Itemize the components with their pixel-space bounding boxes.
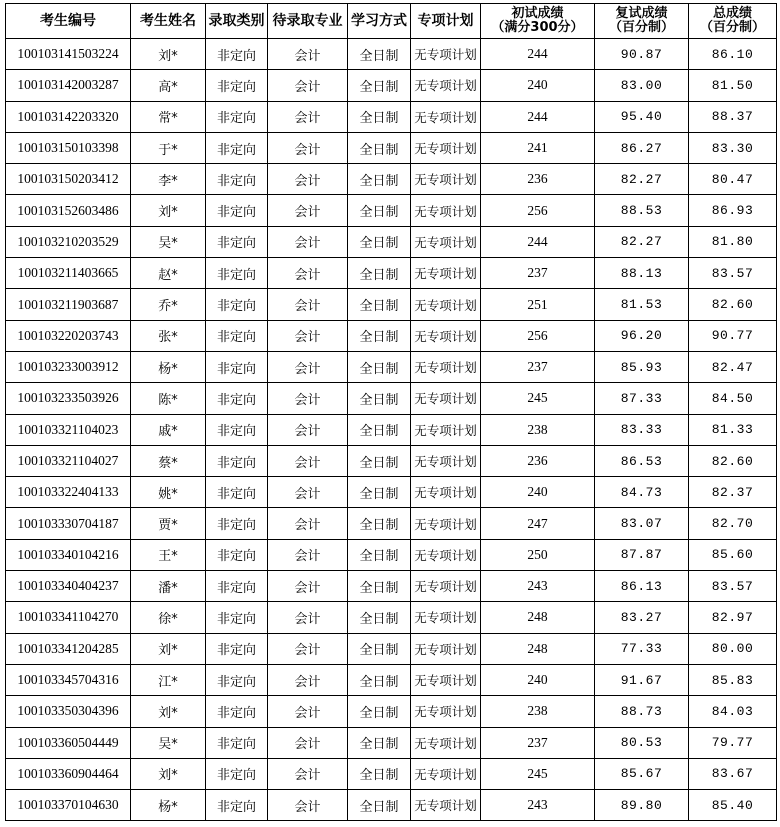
candidate-name: 徐*: [131, 602, 206, 633]
table-row: [6, 258, 777, 289]
candidate-name: 姚*: [131, 477, 206, 508]
initial-score: 237: [481, 258, 595, 289]
candidate-id: 100103360504449: [6, 727, 131, 758]
study-mode: 全日制: [348, 539, 411, 570]
study-mode: 全日制: [348, 571, 411, 602]
admission-category: 非定向: [206, 101, 268, 132]
table-row: [6, 132, 777, 163]
special-plan: 无专项计划: [411, 696, 481, 727]
total-score: 82.70: [689, 508, 777, 539]
candidate-name: 于*: [131, 132, 206, 163]
special-plan: 无专项计划: [411, 664, 481, 695]
total-score: 83.30: [689, 132, 777, 163]
candidate-id: 100103341104270: [6, 602, 131, 633]
study-mode: 全日制: [348, 602, 411, 633]
candidate-id: 100103220203743: [6, 320, 131, 351]
header-major: 待录取专业: [268, 4, 348, 39]
study-mode: 全日制: [348, 70, 411, 101]
admission-category: 非定向: [206, 289, 268, 320]
retest-score: 83.00: [595, 70, 689, 101]
admission-category: 非定向: [206, 633, 268, 664]
major: 会计: [268, 602, 348, 633]
retest-score: 85.67: [595, 758, 689, 789]
table-row: [6, 664, 777, 695]
candidate-id: 100103345704316: [6, 664, 131, 695]
special-plan: 无专项计划: [411, 571, 481, 602]
initial-score: 241: [481, 132, 595, 163]
candidate-id: 100103210203529: [6, 226, 131, 257]
initial-score: 240: [481, 477, 595, 508]
table-header-row: [6, 4, 777, 39]
candidate-id: 100103321104027: [6, 445, 131, 476]
table-row: [6, 383, 777, 414]
table-row: [6, 790, 777, 821]
major: 会计: [268, 258, 348, 289]
study-mode: 全日制: [348, 727, 411, 758]
candidate-name: 戚*: [131, 414, 206, 445]
total-score: 82.60: [689, 289, 777, 320]
candidate-id: 100103211903687: [6, 289, 131, 320]
study-mode: 全日制: [348, 758, 411, 789]
initial-score: 236: [481, 445, 595, 476]
table-row: [6, 164, 777, 195]
admission-category: 非定向: [206, 696, 268, 727]
total-score: 84.50: [689, 383, 777, 414]
total-score: 88.37: [689, 101, 777, 132]
retest-score: 91.67: [595, 664, 689, 695]
header-total-score-line: （百分制）: [699, 20, 765, 35]
header-retest-score-line: 复试成绩: [615, 6, 668, 21]
study-mode: 全日制: [348, 664, 411, 695]
special-plan: 无专项计划: [411, 164, 481, 195]
initial-score: 236: [481, 164, 595, 195]
major: 会计: [268, 633, 348, 664]
total-score: 79.77: [689, 727, 777, 758]
candidate-name: 常*: [131, 101, 206, 132]
major: 会计: [268, 226, 348, 257]
total-score: 84.03: [689, 696, 777, 727]
table-row: [6, 633, 777, 664]
candidate-name: 刘*: [131, 696, 206, 727]
header-initial-score-line: （满分300分）: [491, 20, 584, 35]
initial-score: 240: [481, 664, 595, 695]
candidate-id: 100103341204285: [6, 633, 131, 664]
major: 会计: [268, 477, 348, 508]
header-retest-score-line: （百分制）: [608, 20, 674, 35]
table-row: [6, 539, 777, 570]
candidate-id: 100103233003912: [6, 351, 131, 382]
total-score: 85.83: [689, 664, 777, 695]
special-plan: 无专项计划: [411, 351, 481, 382]
special-plan: 无专项计划: [411, 508, 481, 539]
major: 会计: [268, 132, 348, 163]
study-mode: 全日制: [348, 477, 411, 508]
candidate-id: 100103142203320: [6, 101, 131, 132]
special-plan: 无专项计划: [411, 101, 481, 132]
special-plan: 无专项计划: [411, 602, 481, 633]
major: 会计: [268, 289, 348, 320]
table-row: [6, 101, 777, 132]
special-plan: 无专项计划: [411, 226, 481, 257]
table-row: [6, 727, 777, 758]
candidate-id: 100103141503224: [6, 39, 131, 70]
admission-category: 非定向: [206, 164, 268, 195]
special-plan: 无专项计划: [411, 39, 481, 70]
table-row: [6, 39, 777, 70]
admission-category: 非定向: [206, 508, 268, 539]
admission-category: 非定向: [206, 602, 268, 633]
study-mode: 全日制: [348, 508, 411, 539]
major: 会计: [268, 320, 348, 351]
candidate-id: 100103350304396: [6, 696, 131, 727]
candidate-name: 乔*: [131, 289, 206, 320]
table-row: [6, 758, 777, 789]
major: 会计: [268, 758, 348, 789]
table-row: [6, 320, 777, 351]
candidate-name: 陈*: [131, 383, 206, 414]
admission-category: 非定向: [206, 226, 268, 257]
header-special-plan: 专项计划: [411, 4, 481, 39]
total-score: 86.93: [689, 195, 777, 226]
candidate-name: 杨*: [131, 790, 206, 821]
candidate-name: 杨*: [131, 351, 206, 382]
admission-category: 非定向: [206, 445, 268, 476]
initial-score: 243: [481, 790, 595, 821]
special-plan: 无专项计划: [411, 195, 481, 226]
retest-score: 89.80: [595, 790, 689, 821]
major: 会计: [268, 539, 348, 570]
special-plan: 无专项计划: [411, 477, 481, 508]
initial-score: 247: [481, 508, 595, 539]
candidate-name: 刘*: [131, 633, 206, 664]
retest-score: 87.33: [595, 383, 689, 414]
candidate-name: 刘*: [131, 758, 206, 789]
retest-score: 81.53: [595, 289, 689, 320]
initial-score: 240: [481, 70, 595, 101]
initial-score: 237: [481, 727, 595, 758]
header-candidate-id: 考生编号: [6, 4, 131, 39]
study-mode: 全日制: [348, 414, 411, 445]
retest-score: 88.53: [595, 195, 689, 226]
initial-score: 238: [481, 414, 595, 445]
candidate-name: 张*: [131, 320, 206, 351]
initial-score: 248: [481, 602, 595, 633]
total-score: 83.57: [689, 571, 777, 602]
candidate-name: 吴*: [131, 226, 206, 257]
major: 会计: [268, 445, 348, 476]
table-row: [6, 195, 777, 226]
header-initial-score-line: 初试成绩: [511, 6, 564, 21]
total-score: 82.47: [689, 351, 777, 382]
study-mode: 全日制: [348, 696, 411, 727]
total-score: 81.33: [689, 414, 777, 445]
admission-category: 非定向: [206, 664, 268, 695]
study-mode: 全日制: [348, 195, 411, 226]
study-mode: 全日制: [348, 633, 411, 664]
special-plan: 无专项计划: [411, 414, 481, 445]
study-mode: 全日制: [348, 289, 411, 320]
admission-category: 非定向: [206, 790, 268, 821]
candidate-id: 100103150203412: [6, 164, 131, 195]
initial-score: 256: [481, 195, 595, 226]
candidate-name: 李*: [131, 164, 206, 195]
table-row: [6, 351, 777, 382]
special-plan: 无专项计划: [411, 539, 481, 570]
study-mode: 全日制: [348, 226, 411, 257]
initial-score: 248: [481, 633, 595, 664]
candidate-id: 100103370104630: [6, 790, 131, 821]
admission-list-table: [5, 3, 777, 821]
special-plan: 无专项计划: [411, 70, 481, 101]
study-mode: 全日制: [348, 39, 411, 70]
total-score: 83.67: [689, 758, 777, 789]
special-plan: 无专项计划: [411, 289, 481, 320]
candidate-id: 100103322404133: [6, 477, 131, 508]
retest-score: 84.73: [595, 477, 689, 508]
candidate-id: 100103330704187: [6, 508, 131, 539]
initial-score: 256: [481, 320, 595, 351]
header-admission-category: 录取类别: [206, 4, 268, 39]
admission-category: 非定向: [206, 70, 268, 101]
table-row: [6, 602, 777, 633]
table-row: [6, 445, 777, 476]
admission-category: 非定向: [206, 258, 268, 289]
major: 会计: [268, 39, 348, 70]
admission-category: 非定向: [206, 727, 268, 758]
major: 会计: [268, 101, 348, 132]
header-total-score-line: 总成绩: [712, 6, 752, 21]
admission-category: 非定向: [206, 320, 268, 351]
total-score: 85.40: [689, 790, 777, 821]
admission-category: 非定向: [206, 571, 268, 602]
special-plan: 无专项计划: [411, 633, 481, 664]
candidate-id: 100103340104216: [6, 539, 131, 570]
candidate-name: 吴*: [131, 727, 206, 758]
table-body: [6, 39, 777, 821]
table-row: [6, 414, 777, 445]
admission-category: 非定向: [206, 351, 268, 382]
candidate-name: 高*: [131, 70, 206, 101]
retest-score: 88.13: [595, 258, 689, 289]
retest-score: 87.87: [595, 539, 689, 570]
retest-score: 80.53: [595, 727, 689, 758]
major: 会计: [268, 508, 348, 539]
special-plan: 无专项计划: [411, 727, 481, 758]
candidate-id: 100103150103398: [6, 132, 131, 163]
candidate-id: 100103233503926: [6, 383, 131, 414]
major: 会计: [268, 70, 348, 101]
major: 会计: [268, 696, 348, 727]
major: 会计: [268, 414, 348, 445]
admission-category: 非定向: [206, 132, 268, 163]
special-plan: 无专项计划: [411, 258, 481, 289]
table-row: [6, 696, 777, 727]
header-retest-score: [595, 4, 689, 39]
initial-score: 250: [481, 539, 595, 570]
total-score: 80.47: [689, 164, 777, 195]
special-plan: 无专项计划: [411, 445, 481, 476]
study-mode: 全日制: [348, 790, 411, 821]
major: 会计: [268, 571, 348, 602]
study-mode: 全日制: [348, 164, 411, 195]
special-plan: 无专项计划: [411, 383, 481, 414]
study-mode: 全日制: [348, 351, 411, 382]
major: 会计: [268, 727, 348, 758]
study-mode: 全日制: [348, 101, 411, 132]
initial-score: 245: [481, 758, 595, 789]
candidate-name: 江*: [131, 664, 206, 695]
retest-score: 83.27: [595, 602, 689, 633]
total-score: 85.60: [689, 539, 777, 570]
special-plan: 无专项计划: [411, 758, 481, 789]
retest-score: 82.27: [595, 164, 689, 195]
study-mode: 全日制: [348, 383, 411, 414]
retest-score: 88.73: [595, 696, 689, 727]
retest-score: 86.27: [595, 132, 689, 163]
initial-score: 245: [481, 383, 595, 414]
header-initial-score: [481, 4, 595, 39]
table-row: [6, 477, 777, 508]
total-score: 82.37: [689, 477, 777, 508]
total-score: 82.97: [689, 602, 777, 633]
retest-score: 83.33: [595, 414, 689, 445]
study-mode: 全日制: [348, 445, 411, 476]
candidate-name: 贾*: [131, 508, 206, 539]
candidate-id: 100103360904464: [6, 758, 131, 789]
special-plan: 无专项计划: [411, 132, 481, 163]
table-row: [6, 289, 777, 320]
initial-score: 244: [481, 39, 595, 70]
admission-category: 非定向: [206, 383, 268, 414]
retest-score: 82.27: [595, 226, 689, 257]
special-plan: 无专项计划: [411, 320, 481, 351]
total-score: 90.77: [689, 320, 777, 351]
study-mode: 全日制: [348, 320, 411, 351]
retest-score: 86.13: [595, 571, 689, 602]
initial-score: 243: [481, 571, 595, 602]
admission-category: 非定向: [206, 477, 268, 508]
study-mode: 全日制: [348, 132, 411, 163]
candidate-name: 刘*: [131, 39, 206, 70]
admission-category: 非定向: [206, 195, 268, 226]
retest-score: 86.53: [595, 445, 689, 476]
total-score: 83.57: [689, 258, 777, 289]
retest-score: 77.33: [595, 633, 689, 664]
total-score: 81.50: [689, 70, 777, 101]
candidate-id: 100103152603486: [6, 195, 131, 226]
candidate-id: 100103340404237: [6, 571, 131, 602]
header-study-mode: 学习方式: [348, 4, 411, 39]
major: 会计: [268, 351, 348, 382]
admission-category: 非定向: [206, 758, 268, 789]
total-score: 82.60: [689, 445, 777, 476]
table-row: [6, 571, 777, 602]
study-mode: 全日制: [348, 258, 411, 289]
initial-score: 238: [481, 696, 595, 727]
retest-score: 95.40: [595, 101, 689, 132]
header-candidate-name: 考生姓名: [131, 4, 206, 39]
admission-category: 非定向: [206, 539, 268, 570]
retest-score: 85.93: [595, 351, 689, 382]
total-score: 86.10: [689, 39, 777, 70]
header-total-score: [689, 4, 777, 39]
retest-score: 83.07: [595, 508, 689, 539]
special-plan: 无专项计划: [411, 790, 481, 821]
total-score: 80.00: [689, 633, 777, 664]
candidate-name: 王*: [131, 539, 206, 570]
candidate-id: 100103321104023: [6, 414, 131, 445]
candidate-name: 潘*: [131, 571, 206, 602]
candidate-name: 赵*: [131, 258, 206, 289]
total-score: 81.80: [689, 226, 777, 257]
major: 会计: [268, 383, 348, 414]
initial-score: 244: [481, 101, 595, 132]
major: 会计: [268, 195, 348, 226]
admission-category: 非定向: [206, 414, 268, 445]
candidate-name: 蔡*: [131, 445, 206, 476]
table-row: [6, 508, 777, 539]
initial-score: 251: [481, 289, 595, 320]
table-row: [6, 70, 777, 101]
retest-score: 96.20: [595, 320, 689, 351]
major: 会计: [268, 164, 348, 195]
candidate-id: 100103142003287: [6, 70, 131, 101]
initial-score: 237: [481, 351, 595, 382]
candidate-id: 100103211403665: [6, 258, 131, 289]
candidate-name: 刘*: [131, 195, 206, 226]
initial-score: 244: [481, 226, 595, 257]
major: 会计: [268, 790, 348, 821]
table-row: [6, 226, 777, 257]
retest-score: 90.87: [595, 39, 689, 70]
major: 会计: [268, 664, 348, 695]
admission-category: 非定向: [206, 39, 268, 70]
